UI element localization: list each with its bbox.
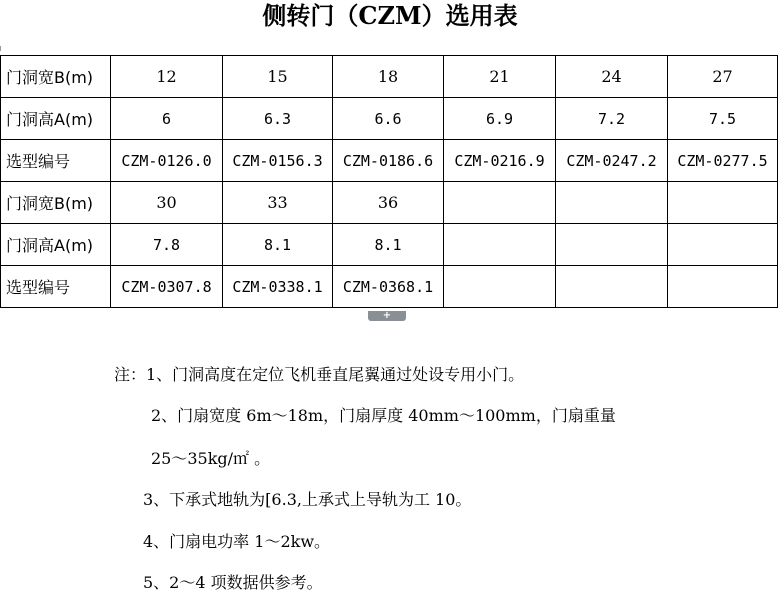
table-cell: 24 [556, 56, 668, 98]
table-cell: 15 [223, 56, 333, 98]
model-code-cell: CZM-0156.3 [223, 140, 333, 182]
note-line-2: 2、门扇宽度 6m～18m，门扇厚度 40mm～100mm，门扇重量 [151, 406, 616, 425]
table-cell: 8.1 [333, 224, 444, 266]
add-row-handle[interactable] [368, 311, 406, 321]
table-row [1, 98, 778, 140]
table-cell: 36 [333, 182, 444, 224]
table-cell: 27 [668, 56, 778, 98]
table-cell [668, 182, 778, 224]
model-code-cell: CZM-0368.1 [333, 266, 444, 308]
table-cell: 7.8 [111, 224, 223, 266]
model-code-cell: CZM-0277.5 [668, 140, 778, 182]
selection-table [0, 55, 778, 308]
model-code-cell: CZM-0247.2 [556, 140, 668, 182]
table-cell: 6 [111, 98, 223, 140]
table-row [1, 182, 778, 224]
table-cell: 30 [111, 182, 223, 224]
table-row [1, 56, 778, 98]
table-cell [444, 224, 556, 266]
table-corner-mark [0, 46, 1, 51]
model-code-cell [556, 266, 668, 308]
plus-icon: + [382, 310, 392, 321]
row-header: 门洞宽B(m) [1, 182, 111, 224]
table-row [1, 266, 778, 308]
note-line-1: 注：1、门洞高度在定位飞机垂直尾翼通过处设专用小门。 [114, 365, 525, 384]
table-cell: 33 [223, 182, 333, 224]
row-header: 门洞高A(m) [1, 98, 111, 140]
table-cell: 12 [111, 56, 223, 98]
table-row [1, 140, 778, 182]
table-cell: 6.9 [444, 98, 556, 140]
model-code-cell [668, 266, 778, 308]
table-cell: 7.2 [556, 98, 668, 140]
model-code-cell: CZM-0216.9 [444, 140, 556, 182]
model-code-cell: CZM-0126.0 [111, 140, 223, 182]
row-header: 门洞高A(m) [1, 224, 111, 266]
table-cell: 7.5 [668, 98, 778, 140]
note-line-3: 25～35kg/㎡ 。 [151, 449, 271, 468]
table-cell [444, 182, 556, 224]
table-cell: 21 [444, 56, 556, 98]
note-line-4: 3、下承式地轨为[6.3,上承式上导轨为工 10。 [143, 490, 472, 509]
note-line-6: 5、2～4 项数据供参考。 [143, 573, 323, 592]
model-code-cell: CZM-0186.6 [333, 140, 444, 182]
row-header: 门洞宽B(m) [1, 56, 111, 98]
table-row [1, 224, 778, 266]
model-code-cell: CZM-0307.8 [111, 266, 223, 308]
page-title: 侧转门（CZM）选用表 [262, 1, 518, 30]
table-cell [556, 182, 668, 224]
table-cell [556, 224, 668, 266]
model-code-cell: CZM-0338.1 [223, 266, 333, 308]
model-code-cell [444, 266, 556, 308]
table-cell: 8.1 [223, 224, 333, 266]
table-cell: 6.3 [223, 98, 333, 140]
table-cell [668, 224, 778, 266]
row-header: 选型编号 [1, 266, 111, 308]
note-line-5: 4、门扇电功率 1～2kw。 [143, 532, 331, 551]
table-cell: 18 [333, 56, 444, 98]
row-header: 选型编号 [1, 140, 111, 182]
table-cell: 6.6 [333, 98, 444, 140]
